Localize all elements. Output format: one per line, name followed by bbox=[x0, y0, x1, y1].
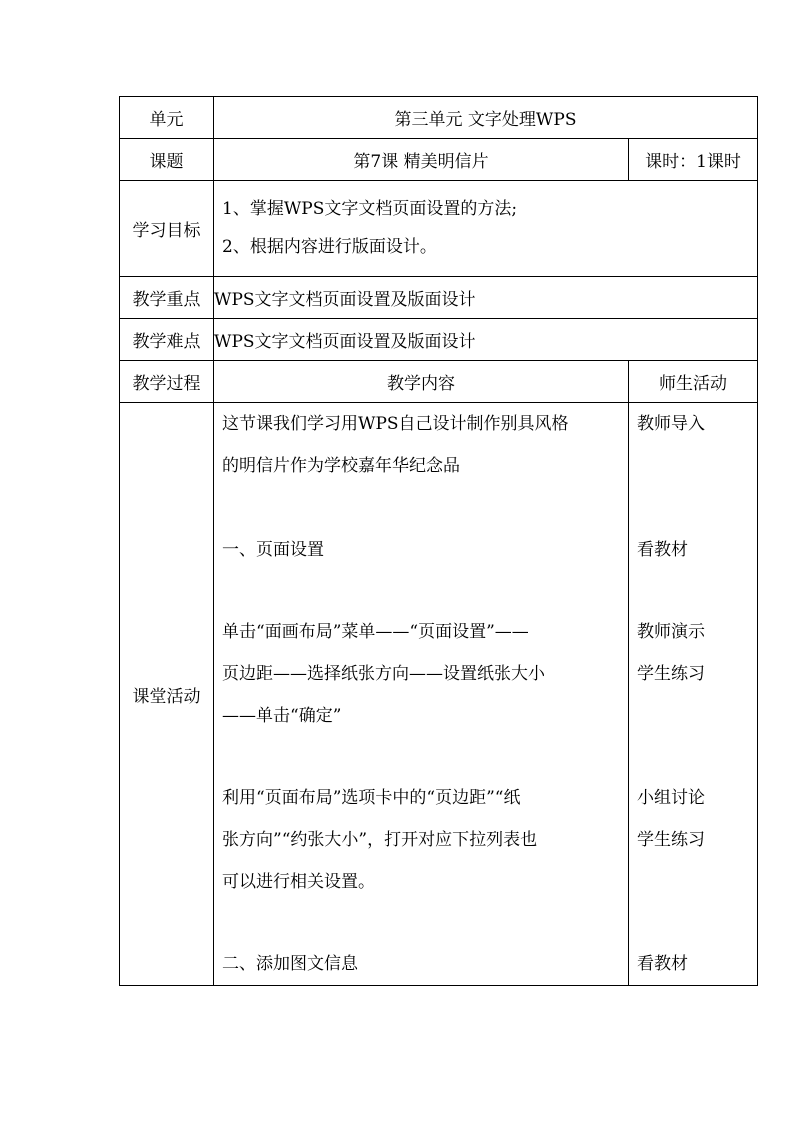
process-label: 教学过程 bbox=[120, 361, 214, 403]
section-heading: 二、添加图文信息 bbox=[222, 954, 358, 974]
content-line: ——单击“确定” bbox=[222, 706, 342, 726]
difficulty-row bbox=[120, 319, 758, 361]
key-row bbox=[120, 277, 758, 319]
content-line: 张方向”“约张大小”，打开对应下拉列表也 bbox=[222, 830, 538, 850]
unit-row bbox=[120, 97, 758, 139]
key-value: WPS文字文档页面设置及版面设计 bbox=[214, 277, 758, 319]
content-line: 利用“页面布局”选项卡中的“页边距”“纸 bbox=[222, 788, 521, 808]
goals-cell bbox=[214, 181, 758, 277]
content-line: 的明信片作为学校嘉年华纪念品 bbox=[222, 456, 460, 476]
section-heading: 一、页面设置 bbox=[222, 540, 324, 560]
activity-item: 教师导入 bbox=[637, 414, 705, 434]
class-label: 课堂活动 bbox=[120, 403, 214, 986]
activity-item: 看教材 bbox=[637, 540, 688, 560]
topic-value: 第7课 精美明信片 bbox=[214, 139, 629, 181]
activity-item: 教师演示 bbox=[637, 622, 705, 642]
goal-item: 1、掌握WPS文字文档页面设置的方法; bbox=[222, 198, 518, 219]
content-line: 可以进行相关设置。 bbox=[222, 872, 375, 892]
activity-header: 师生活动 bbox=[629, 361, 758, 403]
period-value: 课时：1课时 bbox=[629, 139, 758, 181]
teacher-student-activity bbox=[629, 403, 758, 986]
goal-item: 2、根据内容进行版面设计。 bbox=[222, 236, 437, 257]
unit-label: 单元 bbox=[120, 97, 214, 139]
activity-item: 小组讨论 bbox=[637, 788, 705, 808]
goals-row bbox=[120, 181, 758, 277]
activity-item: 学生练习 bbox=[637, 830, 705, 850]
difficulty-value: WPS文字文档页面设置及版面设计 bbox=[214, 319, 758, 361]
class-activity-row bbox=[120, 403, 758, 986]
goals-label: 学习目标 bbox=[120, 181, 214, 277]
content-line: 这节课我们学习用WPS自己设计制作别具风格 bbox=[222, 414, 569, 434]
teaching-content bbox=[214, 403, 629, 986]
content-line: 页边距——选择纸张方向——设置纸张大小 bbox=[222, 664, 545, 684]
unit-value: 第三单元 文字处理WPS bbox=[214, 97, 758, 139]
difficulty-label: 教学难点 bbox=[120, 319, 214, 361]
lesson-plan-table bbox=[119, 96, 758, 986]
process-row bbox=[120, 361, 758, 403]
activity-item: 看教材 bbox=[637, 954, 688, 974]
content-line: 单击“面画布局”菜单——“页面设置”—— bbox=[222, 622, 529, 642]
topic-row bbox=[120, 139, 758, 181]
content-header: 教学内容 bbox=[214, 361, 629, 403]
activity-item: 学生练习 bbox=[637, 664, 705, 684]
topic-label: 课题 bbox=[120, 139, 214, 181]
key-label: 教学重点 bbox=[120, 277, 214, 319]
